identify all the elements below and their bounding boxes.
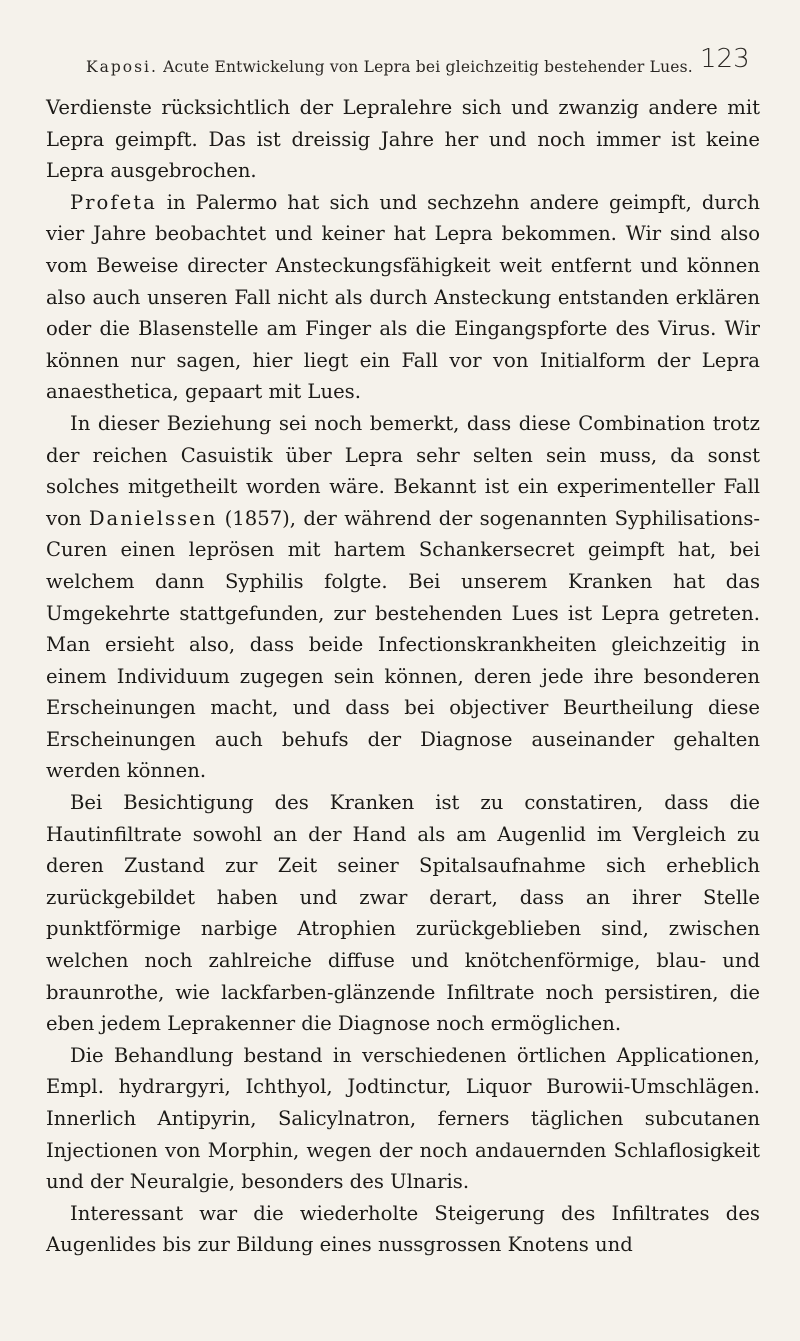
paragraph-text: Die Behandlung bestand in verschiedenen örtlichen Applicationen, Empl. hydrargyri, Ichthyol, Jodtinctur, Liquor Burowii-Umschlägen. Innerlich Antipyrin, Salicylnatron, ferners täglichen subcutanen Injectionen von Morphin, wegen der noch andauernden Schlaflosigkeit und der Neuralgie, besonders des Ulnaris.: [46, 1043, 760, 1194]
body-text: [46, 92, 760, 1261]
paragraph: [46, 408, 760, 787]
paragraph: [46, 1040, 760, 1198]
paragraph-text: in Palermo hat sich und sechzehn andere geimpft, durch vier Jahre beobachtet und keiner hat Lepra bekommen. Wir sind also vom Beweise directer Ansteckungsfähigkeit weit entfernt und können also auch unseren Fall nicht als durch Ansteckung entstanden erklären oder die Blasenstelle am Finger als die Eingangspforte des Virus. Wir können nur sagen, hier liegt ein Fall vor von Initialform der Lepra anaesthetica, gepaart mit Lues.: [46, 190, 760, 404]
paragraph-text: (1857), der während der sogenannten Syphilisations-Curen einen leprösen mit hartem Schankersecret geimpft hat, bei welchem dann Syphilis folgte. Bei unserem Kranken hat das Umgekehrte stattgefunden, zur bestehenden Lues ist Lepra getreten. Man ersieht also, dass beide Infectionskrankheiten gleichzeitig in einem Individuum zugegen sein können, deren jede ihre besonderen Erscheinungen macht, und dass bei objectiver Beurtheilung diese Erscheinungen auch behufs der Diagnose auseinander gehalten werden können.: [46, 506, 761, 783]
paragraph-text: Bei Besichtigung des Kranken ist zu constatiren, dass die Hautinfiltrate sowohl an der Hand als am Augenlid im Vergleich zu deren Zustand zur Zeit seiner Spitalsaufnahme sich erheblich zurückgebildet haben und zwar derart, dass an ihrer Stelle punktförmige narbige Atrophien zurückgeblieben sind, zwischen welchen noch zahlreiche diffuse und knötchenförmige, blau- und braunrothe, wie lackfarben-glänzende Infiltrate noch persistiren, die eben jedem Leprakenner die Diagnose noch ermöglichen.: [46, 791, 760, 1036]
paragraph-text: Interessant war die wiederholte Steigerung des Infiltrates des Augenlides bis zur Bildung eines nussgrossen Knotens und: [46, 1201, 760, 1257]
running-head-author: Kaposi.: [86, 58, 158, 76]
paragraph-text: In dieser Beziehung sei noch bemerkt, dass diese Combination trotz der reichen Casuistik über Lepra sehr selten sein muss, da sonst solches mitgetheilt worden wäre. Bekannt ist ein experimenteller Fall von: [46, 411, 760, 530]
paragraph-text: Verdienste rücksichtlich der Lepralehre sich und zwanzig andere mit Lepra geimpft. Das ist dreissig Jahre her und noch immer ist keine Lepra ausgebrochen.: [46, 96, 760, 183]
paragraph: [46, 92, 760, 187]
paragraph: [46, 1198, 760, 1261]
running-head-title: Acute Entwickelung von Lepra bei gleichzeitig bestehender Lues.: [163, 58, 693, 76]
page-number: 123: [700, 44, 750, 74]
person-name: Profeta: [70, 190, 157, 214]
person-name: Danielssen: [88, 506, 218, 530]
running-head: [86, 58, 693, 76]
paragraph: [46, 787, 760, 1040]
paragraph: [46, 187, 760, 408]
